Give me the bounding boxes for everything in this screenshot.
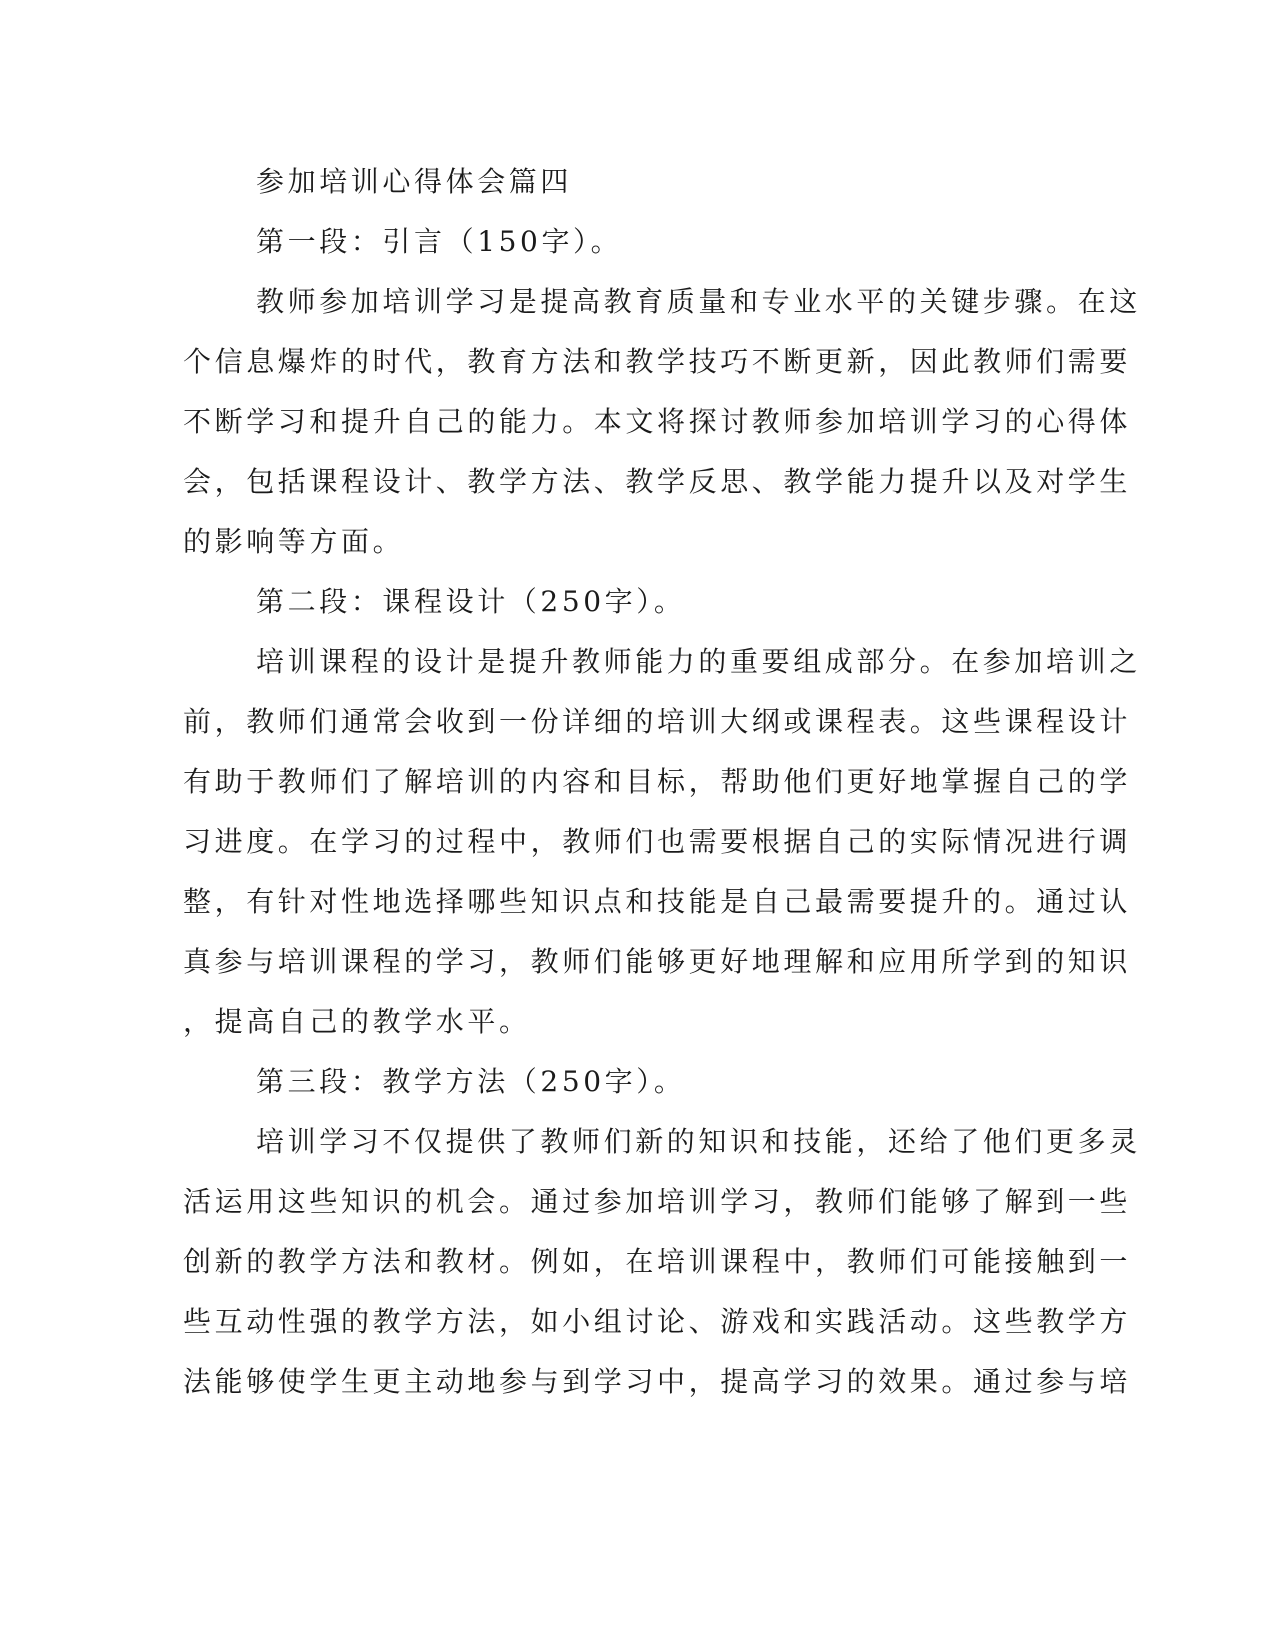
paragraph-line: 整，有针对性地选择哪些知识点和技能是自己最需要提升的。通过认 xyxy=(183,885,1132,918)
paragraph-line: 法能够使学生更主动地参与到学习中，提高学习的效果。通过参与培 xyxy=(183,1365,1132,1398)
section-heading-intro: 第一段：引言（150字）。 xyxy=(256,225,623,258)
paragraph-line: 有助于教师们了解培训的内容和目标，帮助他们更好地掌握自己的学 xyxy=(183,765,1132,798)
paragraph-line: 培训课程的设计是提升教师能力的重要组成部分。在参加培训之 xyxy=(256,645,1141,678)
section-heading-course-design: 第二段：课程设计（250字）。 xyxy=(256,585,686,618)
paragraph-line: 会，包括课程设计、教学方法、教学反思、教学能力提升以及对学生 xyxy=(183,465,1132,498)
paragraph-line: 活运用这些知识的机会。通过参加培训学习，教师们能够了解到一些 xyxy=(183,1185,1132,1218)
paragraph-line: 创新的教学方法和教材。例如，在培训课程中，教师们可能接触到一 xyxy=(183,1245,1132,1278)
paragraph-line: 前，教师们通常会收到一份详细的培训大纲或课程表。这些课程设计 xyxy=(183,705,1132,738)
paragraph-line: 的影响等方面。 xyxy=(183,525,405,558)
paragraph-line: 教师参加培训学习是提高教育质量和专业水平的关键步骤。在这 xyxy=(256,285,1141,318)
paragraph-line: 些互动性强的教学方法，如小组讨论、游戏和实践活动。这些教学方 xyxy=(183,1305,1132,1338)
paragraph-line: 培训学习不仅提供了教师们新的知识和技能，还给了他们更多灵 xyxy=(256,1125,1141,1158)
paragraph-line: 真参与培训课程的学习，教师们能够更好地理解和应用所学到的知识 xyxy=(183,945,1132,978)
document-title: 参加培训心得体会篇四 xyxy=(256,165,573,198)
paragraph-line: ，提高自己的教学水平。 xyxy=(183,1005,531,1038)
paragraph-line: 习进度。在学习的过程中，教师们也需要根据自己的实际情况进行调 xyxy=(183,825,1132,858)
paragraph-line: 不断学习和提升自己的能力。本文将探讨教师参加培训学习的心得体 xyxy=(183,405,1132,438)
paragraph-line: 个信息爆炸的时代，教育方法和教学技巧不断更新，因此教师们需要 xyxy=(183,345,1132,378)
section-heading-teaching-methods: 第三段：教学方法（250字）。 xyxy=(256,1065,686,1098)
